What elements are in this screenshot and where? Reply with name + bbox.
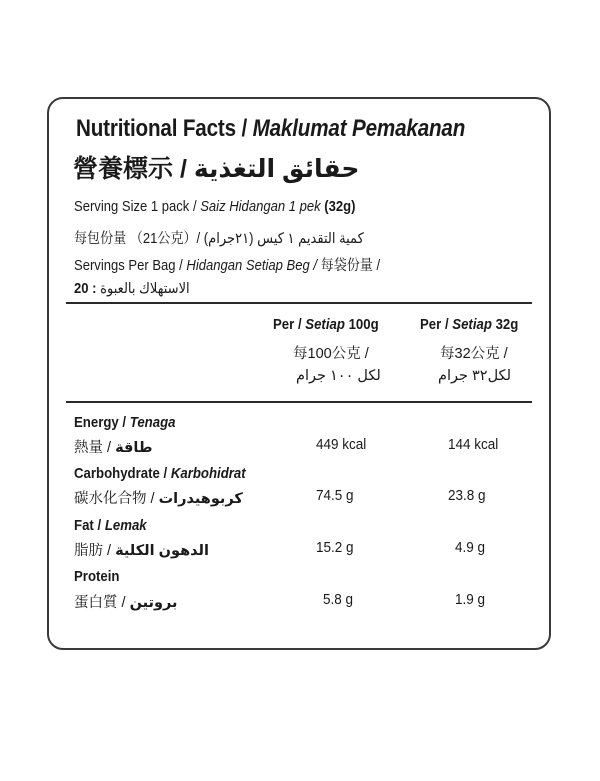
fat-label: Fat / Lemak (74, 517, 147, 534)
col-header-100g-zh: 每100公克 / (293, 346, 369, 362)
col-header-32g-ar: لكل٣٢ جرام (438, 368, 511, 384)
energy-per-serving: 144 kcal (448, 436, 499, 453)
col-header-32g: Per / Setiap 32g (420, 316, 519, 333)
divider-middle (66, 401, 532, 403)
energy-label: Energy / Tenaga (74, 414, 176, 431)
energy-sub: 熱量 / طاقة (74, 440, 153, 456)
protein-per100: 5.8 g (323, 591, 354, 608)
carbohydrate-sub: 碳水化合物 / كربوهيدرات (74, 491, 243, 507)
carbohydrate-label: Carbohydrate / Karbohidrat (74, 465, 246, 482)
protein-sub: 蛋白質 / بروتين (74, 595, 178, 611)
fat-per100: 15.2 g (316, 539, 354, 556)
fat-per-serving: 4.9 g (455, 539, 486, 556)
servings-per-bag-ar: 20 : الاستهلاك بالعبوة (74, 281, 190, 297)
divider-top (66, 302, 532, 304)
fat-sub: 脂肪 / الدهون الكلية (74, 543, 209, 559)
carbohydrate-per100: 74.5 g (316, 487, 354, 504)
serving-size-zh-ar: 每包份量 （21公克）/ كمية التقديم ١ كيس (٢١جرام) (74, 231, 364, 247)
carbohydrate-per-serving: 23.8 g (448, 487, 486, 504)
protein-label: Protein (74, 568, 120, 585)
col-header-32g-zh: 每32公克 / (440, 346, 508, 362)
serving-size-line: Serving Size 1 pack / Saiz Hidangan 1 pek (32g) (74, 199, 356, 215)
col-header-100g-ar: لكل ١٠٠ جرام (296, 368, 381, 384)
servings-per-bag-line: Servings Per Bag / Hidangan Setiap Beg / 每袋份量 / (74, 258, 381, 274)
title-en: Nutritional Facts / Maklumat Pemakanan (76, 115, 466, 142)
title-zh-ar: 營養標示 / حقائق التغذية (73, 155, 360, 183)
protein-per-serving: 1.9 g (455, 591, 486, 608)
col-header-100g: Per / Setiap 100g (273, 316, 379, 333)
energy-per100: 449 kcal (316, 436, 367, 453)
